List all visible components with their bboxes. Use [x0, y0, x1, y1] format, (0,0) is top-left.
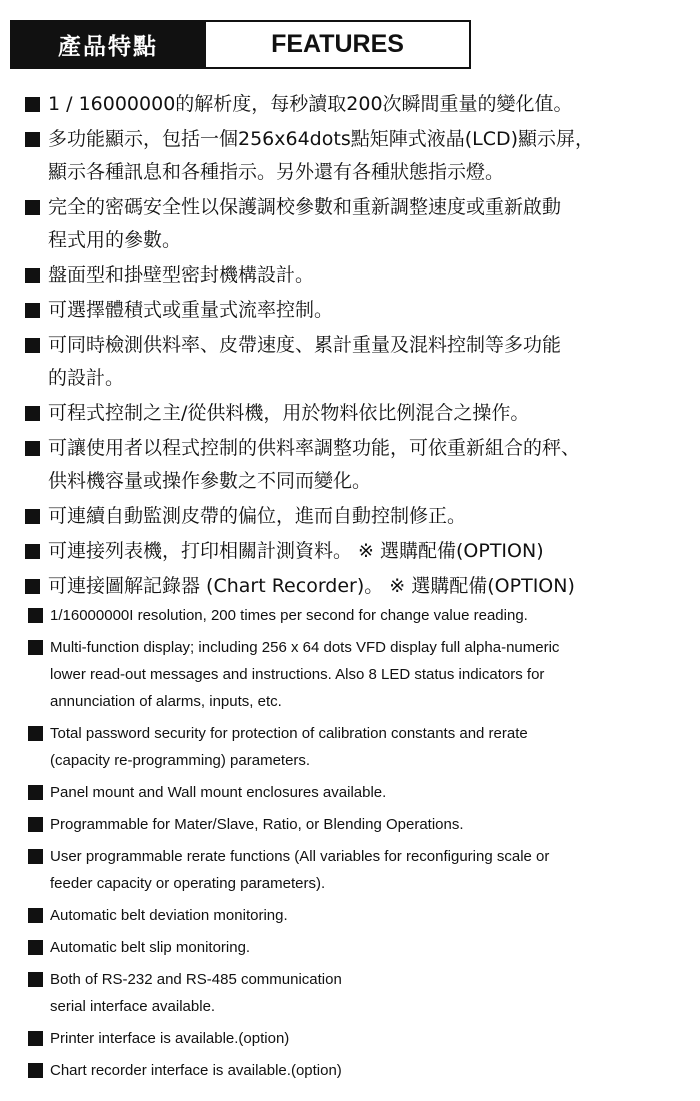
square-bullet-icon	[25, 509, 40, 524]
square-bullet-icon	[25, 406, 40, 421]
square-bullet-icon	[25, 200, 40, 215]
chinese-feature-text-line: 盤面型和掛壁型密封機構設計。	[48, 264, 315, 286]
features-header	[10, 20, 471, 69]
english-feature-text-line: Total password security for protection of calibration constants and rerate	[50, 725, 528, 742]
chinese-feature-text-line: 的設計。	[48, 367, 125, 389]
chinese-feature-text-line: 供料機容量或操作參數之不同而變化。	[48, 470, 372, 492]
chinese-feature-text-line: 可連接列表機，打印相關計測資料。 ※ 選購配備(OPTION)	[48, 540, 544, 562]
square-bullet-icon	[25, 544, 40, 559]
english-feature-item	[28, 966, 668, 1020]
chinese-feature-text-line: 1 / 16000000的解析度，每秒讀取200次瞬間重量的變化值。	[48, 93, 573, 115]
english-feature-text-line: Automatic belt deviation monitoring.	[50, 907, 288, 924]
english-feature-text-line: Panel mount and Wall mount enclosures available.	[50, 784, 387, 801]
square-bullet-icon	[28, 640, 43, 655]
square-bullet-icon	[25, 132, 40, 147]
square-bullet-icon	[28, 972, 43, 987]
english-feature-list	[28, 602, 668, 1089]
english-feature-text-line: Programmable for Mater/Slave, Ratio, or Blending Operations.	[50, 816, 464, 833]
english-feature-text-line: annunciation of alarms, inputs, etc.	[50, 693, 282, 710]
chinese-feature-item	[24, 570, 672, 603]
chinese-feature-text-line: 可連接圖解記錄器 (Chart Recorder)。 ※ 選購配備(OPTION)	[48, 575, 575, 597]
square-bullet-icon	[25, 579, 40, 594]
english-feature-text-line: (capacity re-programming) parameters.	[50, 752, 311, 769]
chinese-feature-text-line: 顯示各種訊息和各種指示。另外還有各種狀態指示燈。	[48, 161, 505, 183]
english-feature-text-line: Both of RS-232 and RS-485 communication	[50, 971, 342, 988]
chinese-feature-item	[24, 191, 672, 257]
square-bullet-icon	[28, 1031, 43, 1046]
square-bullet-icon	[28, 785, 43, 800]
chinese-feature-text-line: 可連續自動監測皮帶的偏位，進而自動控制修正。	[48, 505, 467, 527]
chinese-feature-list	[24, 88, 672, 605]
chinese-feature-text-line: 可同時檢測供料率、皮帶速度、累計重量及混料控制等多功能	[48, 334, 562, 356]
english-feature-item	[28, 1025, 668, 1052]
header-title-english: FEATURES	[206, 20, 471, 69]
square-bullet-icon	[25, 268, 40, 283]
chinese-feature-item	[24, 432, 672, 498]
english-feature-item	[28, 934, 668, 961]
square-bullet-icon	[25, 338, 40, 353]
square-bullet-icon	[25, 303, 40, 318]
square-bullet-icon	[25, 97, 40, 112]
square-bullet-icon	[28, 908, 43, 923]
english-feature-text-line: 1/16000000I resolution, 200 times per second for change value reading.	[50, 607, 528, 624]
square-bullet-icon	[25, 441, 40, 456]
english-feature-text-line: Automatic belt slip monitoring.	[50, 939, 251, 956]
english-feature-item	[28, 634, 668, 715]
chinese-feature-text-line: 程式用的參數。	[48, 229, 182, 251]
chinese-feature-text-line: 可程式控制之主/從供料機，用於物料依比例混合之操作。	[48, 402, 530, 424]
chinese-feature-item	[24, 259, 672, 292]
chinese-feature-item	[24, 123, 672, 189]
english-feature-item	[28, 902, 668, 929]
square-bullet-icon	[28, 817, 43, 832]
chinese-feature-text-line: 多功能顯示，包括一個256x64dots點矩陣式液晶(LCD)顯示屏，	[48, 128, 595, 150]
english-feature-text-line: Printer interface is available.(option)	[50, 1030, 290, 1047]
header-title-chinese: 產品特點	[10, 20, 206, 69]
chinese-feature-item	[24, 294, 672, 327]
english-feature-item	[28, 720, 668, 774]
english-feature-text-line: Chart recorder interface is available.(option)	[50, 1062, 342, 1079]
english-feature-item	[28, 602, 668, 629]
chinese-feature-item	[24, 88, 672, 121]
square-bullet-icon	[28, 1063, 43, 1078]
square-bullet-icon	[28, 726, 43, 741]
english-feature-text-line: Multi-function display; including 256 x 64 dots VFD display full alpha-numeric	[50, 639, 560, 656]
english-feature-item	[28, 843, 668, 897]
chinese-feature-item	[24, 500, 672, 533]
english-feature-text-line: User programmable rerate functions (All variables for reconfiguring scale or	[50, 848, 550, 865]
chinese-feature-text-line: 可選擇體積式或重量式流率控制。	[48, 299, 334, 321]
english-feature-text-line: feeder capacity or operating parameters).	[50, 875, 326, 892]
chinese-feature-text-line: 可讓使用者以程式控制的供料率調整功能，可依重新組合的秤、	[48, 437, 581, 459]
chinese-feature-item	[24, 397, 672, 430]
square-bullet-icon	[28, 940, 43, 955]
english-feature-item	[28, 779, 668, 806]
chinese-feature-text-line: 完全的密碼安全性以保護調校參數和重新調整速度或重新啟動	[48, 196, 562, 218]
english-feature-text-line: serial interface available.	[50, 998, 216, 1015]
english-feature-item	[28, 811, 668, 838]
chinese-feature-item	[24, 329, 672, 395]
english-feature-item	[28, 1057, 668, 1084]
square-bullet-icon	[28, 608, 43, 623]
english-feature-text-line: lower read-out messages and instructions. Also 8 LED status indicators for	[50, 666, 545, 683]
chinese-feature-item	[24, 535, 672, 568]
square-bullet-icon	[28, 849, 43, 864]
